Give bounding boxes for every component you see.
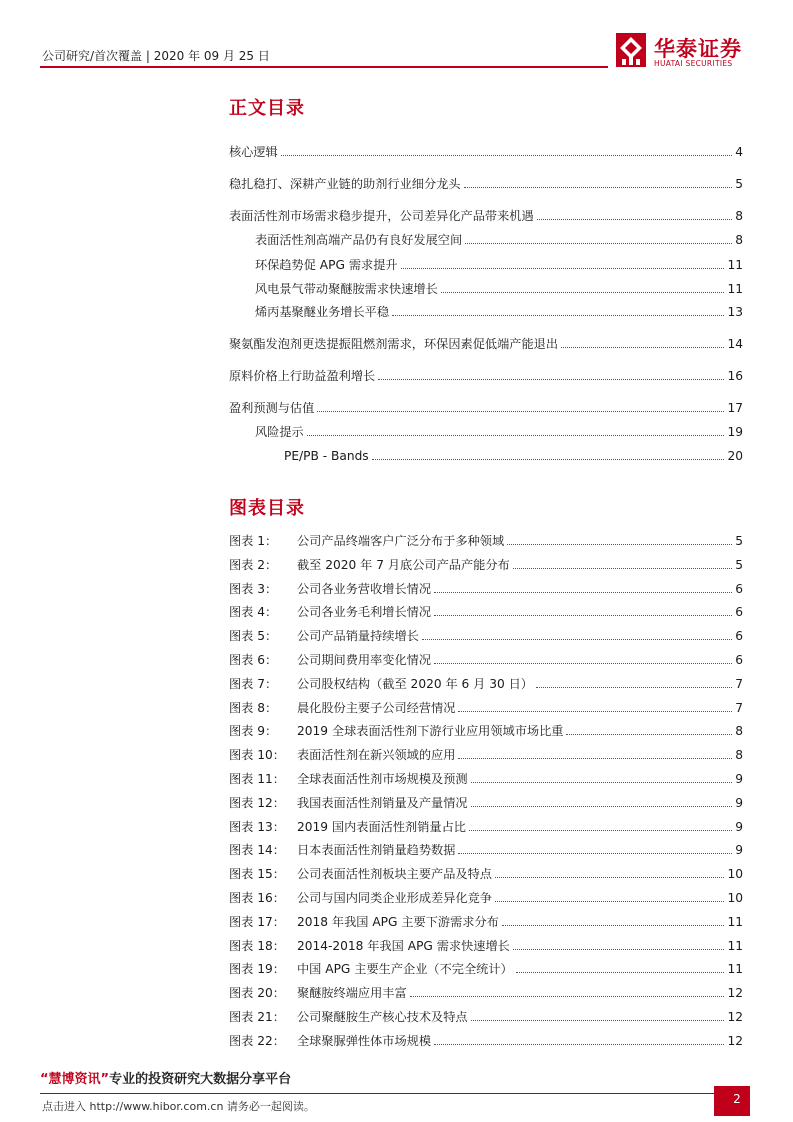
- figure-caption: 2019 全球表面活性剂下游行业应用领域市场比重: [297, 724, 564, 738]
- figure-entry[interactable]: [229, 817, 743, 835]
- toc-entry[interactable]: [255, 279, 743, 297]
- figure-caption: 公司股权结构（截至 2020 年 6 月 30 日）: [297, 677, 533, 691]
- figure-label: 图表 1：: [229, 534, 278, 548]
- figure-entry-page: 7: [735, 677, 743, 691]
- figure-entry-page: 9: [735, 772, 743, 786]
- footer-banner-brand: “慧博资讯”: [40, 1072, 110, 1087]
- toc-leader-dots: [317, 411, 724, 412]
- figure-entry-title: [229, 795, 468, 811]
- page-number: 2: [733, 1092, 741, 1106]
- figure-caption: 公司产品终端客户广泛分布于多种领域: [297, 534, 505, 548]
- figure-leader-dots: [516, 972, 725, 973]
- toc-entry-page: 11: [727, 258, 743, 272]
- toc-entry[interactable]: [229, 206, 743, 224]
- figure-leader-dots: [458, 853, 732, 854]
- figure-caption: 晨化股份主要子公司经营情况: [297, 701, 456, 715]
- figure-entry-page: 5: [735, 558, 743, 572]
- figure-entry[interactable]: [229, 888, 743, 906]
- figure-caption: 公司各业务营收增长情况: [297, 582, 432, 596]
- figure-label: 图表 14：: [229, 843, 285, 857]
- figure-caption: 2019 国内表面活性剂销量占比: [297, 820, 466, 834]
- figure-label: 图表 15：: [229, 867, 285, 881]
- toc-title: 正文目录: [229, 98, 305, 119]
- figure-entry[interactable]: [229, 626, 743, 644]
- figure-entry-page: 12: [727, 1010, 743, 1024]
- toc-entry[interactable]: [255, 302, 743, 320]
- figure-entry[interactable]: [229, 1007, 743, 1025]
- figure-entry-title: [229, 866, 492, 882]
- figure-entry[interactable]: [229, 721, 743, 739]
- figure-entry[interactable]: [229, 769, 743, 787]
- figure-entry-page: 11: [727, 962, 743, 976]
- figure-leader-dots: [495, 877, 724, 878]
- toc-leader-dots: [281, 155, 732, 156]
- figure-caption: 中国 APG 主要生产企业（不完全统计）: [297, 962, 513, 976]
- figure-entry-title: [229, 771, 468, 787]
- figure-entry-title: [229, 914, 499, 930]
- figure-entry[interactable]: [229, 579, 743, 597]
- toc-leader-dots: [378, 379, 724, 380]
- figure-entry[interactable]: [229, 555, 743, 573]
- figure-caption: 日本表面活性剂销量趋势数据: [297, 843, 456, 857]
- figure-label: 图表 6：: [229, 653, 278, 667]
- figure-caption: 公司期间费用率变化情况: [297, 653, 432, 667]
- toc-entry-title: 环保趋势促 APG 需求提升: [255, 258, 398, 272]
- toc-entry[interactable]: [229, 142, 743, 160]
- figure-entry-title: [229, 604, 431, 620]
- toc-entry-title: 原料价格上行助益盈利增长: [229, 369, 376, 383]
- toc-entry-title: 表面活性剂高端产品仍有良好发展空间: [255, 233, 463, 247]
- toc-entry-title: 表面活性剂市场需求稳步提升，公司差异化产品带来机遇: [229, 209, 534, 223]
- figure-entry-title: [229, 961, 513, 977]
- toc-entry-page: 20: [727, 449, 743, 463]
- toc-entry-page: 4: [735, 145, 743, 159]
- figure-entry-title: [229, 1033, 431, 1049]
- report-header-meta: 公司研究/首次覆盖 | 2020 年 09 月 25 日: [42, 49, 270, 63]
- figure-entry[interactable]: [229, 959, 743, 977]
- figure-leader-dots: [434, 592, 732, 593]
- figure-entry-page: 12: [727, 1034, 743, 1048]
- figure-caption: 公司产品销量持续增长: [297, 629, 419, 643]
- figure-caption: 公司表面活性剂板块主要产品及特点: [297, 867, 492, 881]
- figure-leader-dots: [471, 1020, 725, 1021]
- figure-entry-page: 6: [735, 605, 743, 619]
- figure-entry-page: 10: [727, 891, 743, 905]
- logo-english-text: HUATAI SECURITIES: [654, 59, 733, 68]
- toc-entry-title: 聚氨酯发泡剂更迭提振阻燃剂需求，环保因素促低端产能退出: [229, 337, 559, 351]
- figure-entry-title: [229, 581, 431, 597]
- figure-leader-dots: [513, 949, 725, 950]
- toc-leader-dots: [372, 459, 725, 460]
- toc-entry-page: 8: [735, 233, 743, 247]
- figure-entry[interactable]: [229, 793, 743, 811]
- figure-entry[interactable]: [229, 674, 743, 692]
- figure-leader-dots: [469, 830, 732, 831]
- figure-label: 图表 8：: [229, 701, 278, 715]
- toc-entry-title: 盈利预测与估值: [229, 401, 315, 415]
- figure-label: 图表 5：: [229, 629, 278, 643]
- figure-entry-title: [229, 723, 563, 739]
- figure-entry-page: 11: [727, 915, 743, 929]
- figure-entry-title: [229, 747, 455, 763]
- footer-link-note[interactable]: 点击进入 http://www.hibor.com.cn 请务必一起阅读。: [42, 1100, 315, 1113]
- figure-label: 图表 18：: [229, 939, 285, 953]
- figure-label: 图表 20：: [229, 986, 285, 1000]
- figure-label: 图表 2：: [229, 558, 278, 572]
- figure-label: 图表 11：: [229, 772, 285, 786]
- footer-banner-text: 专业的投资研究大数据分享平台: [109, 1072, 292, 1087]
- figure-caption: 我国表面活性剂销量及产量情况: [297, 796, 468, 810]
- figure-leader-dots: [458, 758, 732, 759]
- footer-divider: [40, 1093, 748, 1094]
- toc-entry[interactable]: [229, 334, 743, 352]
- figure-label: 图表 12：: [229, 796, 285, 810]
- figure-entry[interactable]: [229, 1031, 743, 1049]
- figure-label: 图表 7：: [229, 677, 278, 691]
- toc-entry-page: 17: [727, 401, 743, 415]
- figure-entry-title: [229, 676, 533, 692]
- figure-caption: 截至 2020 年 7 月底公司产品产能分布: [297, 558, 510, 572]
- figure-entry[interactable]: [229, 840, 743, 858]
- toc-entry-title: 烯丙基聚醚业务增长平稳: [255, 305, 390, 319]
- figure-entry-page: 9: [735, 796, 743, 810]
- figure-entry[interactable]: [229, 983, 743, 1001]
- figure-entry-title: [229, 533, 504, 549]
- figure-leader-dots: [513, 568, 733, 569]
- figure-entry-title: [229, 842, 455, 858]
- toc-entry[interactable]: [229, 366, 743, 384]
- figure-caption: 全球表面活性剂市场规模及预测: [297, 772, 468, 786]
- figure-entry-title: [229, 938, 510, 954]
- figure-caption: 公司各业务毛利增长情况: [297, 605, 432, 619]
- figure-entry-page: 12: [727, 986, 743, 1000]
- figure-label: 图表 19：: [229, 962, 285, 976]
- toc-leader-dots: [392, 315, 724, 316]
- figure-leader-dots: [536, 687, 732, 688]
- toc-entry[interactable]: [229, 398, 743, 416]
- figure-leader-dots: [434, 1044, 724, 1045]
- figure-entry-page: 8: [735, 748, 743, 762]
- figure-entry-title: [229, 890, 492, 906]
- toc-entry[interactable]: [255, 255, 743, 273]
- figure-label: 图表 9：: [229, 724, 278, 738]
- figure-entry-title: [229, 628, 419, 644]
- toc-entry[interactable]: [284, 446, 743, 464]
- toc-entry-title: 核心逻辑: [229, 145, 278, 159]
- toc-entry-title: 风险提示: [255, 425, 304, 439]
- toc-leader-dots: [464, 187, 733, 188]
- toc-entry[interactable]: [229, 174, 743, 192]
- toc-entry-page: 13: [727, 305, 743, 319]
- figure-label: 图表 17：: [229, 915, 285, 929]
- toc-leader-dots: [401, 268, 725, 269]
- figure-entry-page: 6: [735, 629, 743, 643]
- figure-caption: 公司与国内同类企业形成差异化竞争: [297, 891, 492, 905]
- figure-entry[interactable]: [229, 602, 743, 620]
- figure-entry-page: 9: [735, 820, 743, 834]
- toc-entry-title: 风电景气带动聚醚胺需求快速增长: [255, 282, 438, 296]
- figure-entry[interactable]: [229, 698, 743, 716]
- figure-caption: 表面活性剂在新兴领域的应用: [297, 748, 456, 762]
- figure-entry-title: [229, 1009, 468, 1025]
- figure-entry-title: [229, 557, 510, 573]
- figure-caption: 全球聚脲弹性体市场规模: [297, 1034, 432, 1048]
- figure-entry-page: 11: [727, 939, 743, 953]
- figures-title: 图表目录: [229, 498, 305, 519]
- toc-leader-dots: [537, 219, 733, 220]
- footer-banner: [40, 1068, 291, 1087]
- toc-entry-page: 16: [727, 369, 743, 383]
- figure-entry[interactable]: [229, 936, 743, 954]
- figure-caption: 聚醚胺终端应用丰富: [297, 986, 407, 1000]
- figure-leader-dots: [495, 901, 724, 902]
- figure-entry-page: 6: [735, 582, 743, 596]
- figure-leader-dots: [566, 734, 732, 735]
- figure-label: 图表 10：: [229, 748, 285, 762]
- figure-leader-dots: [422, 639, 732, 640]
- toc-entry-page: 8: [735, 209, 743, 223]
- figure-leader-dots: [434, 663, 732, 664]
- figure-entry-page: 6: [735, 653, 743, 667]
- figure-entry-page: 8: [735, 724, 743, 738]
- figure-entry[interactable]: [229, 745, 743, 763]
- figure-leader-dots: [471, 782, 733, 783]
- figure-label: 图表 21：: [229, 1010, 285, 1024]
- toc-entry-page: 5: [735, 177, 743, 191]
- figure-entry-title: [229, 985, 407, 1001]
- toc-leader-dots: [561, 347, 724, 348]
- figure-entry-title: [229, 819, 466, 835]
- figure-caption: 公司聚醚胺生产核心技术及特点: [297, 1010, 468, 1024]
- toc-entry[interactable]: [255, 230, 743, 248]
- figure-entry[interactable]: [229, 650, 743, 668]
- figure-entry[interactable]: [229, 531, 743, 549]
- figure-leader-dots: [434, 615, 732, 616]
- toc-leader-dots: [307, 435, 725, 436]
- figure-label: 图表 13：: [229, 820, 285, 834]
- figure-entry-page: 9: [735, 843, 743, 857]
- figure-label: 图表 22：: [229, 1034, 285, 1048]
- figure-leader-dots: [471, 806, 733, 807]
- figure-entry-title: [229, 652, 431, 668]
- figure-caption: 2014-2018 年我国 APG 需求快速增长: [297, 939, 510, 953]
- figure-entry-page: 10: [727, 867, 743, 881]
- huatai-logo: [616, 33, 756, 73]
- figure-leader-dots: [410, 996, 725, 997]
- figure-caption: 2018 年我国 APG 主要下游需求分布: [297, 915, 499, 929]
- toc-entry-title: PE/PB - Bands: [284, 449, 369, 463]
- figure-entry-page: 5: [735, 534, 743, 548]
- toc-entry[interactable]: [255, 422, 743, 440]
- huatai-logo-icon: [616, 33, 646, 67]
- figure-label: 图表 4：: [229, 605, 278, 619]
- toc-entry-page: 11: [727, 282, 743, 296]
- figure-leader-dots: [502, 925, 725, 926]
- figure-label: 图表 16：: [229, 891, 285, 905]
- logo-chinese-text: 华泰证券: [654, 37, 742, 61]
- figure-entry[interactable]: [229, 912, 743, 930]
- toc-leader-dots: [441, 292, 725, 293]
- header-divider: [40, 66, 608, 68]
- figure-label: 图表 3：: [229, 582, 278, 596]
- figure-entry[interactable]: [229, 864, 743, 882]
- toc-entry-page: 19: [727, 425, 743, 439]
- toc-entry-title: 稳扎稳打、深耕产业链的助剂行业细分龙头: [229, 177, 461, 191]
- figure-entry-page: 7: [735, 701, 743, 715]
- figure-entry-title: [229, 700, 455, 716]
- toc-leader-dots: [465, 243, 732, 244]
- figure-leader-dots: [507, 544, 732, 545]
- figure-leader-dots: [458, 711, 732, 712]
- toc-entry-page: 14: [727, 337, 743, 351]
